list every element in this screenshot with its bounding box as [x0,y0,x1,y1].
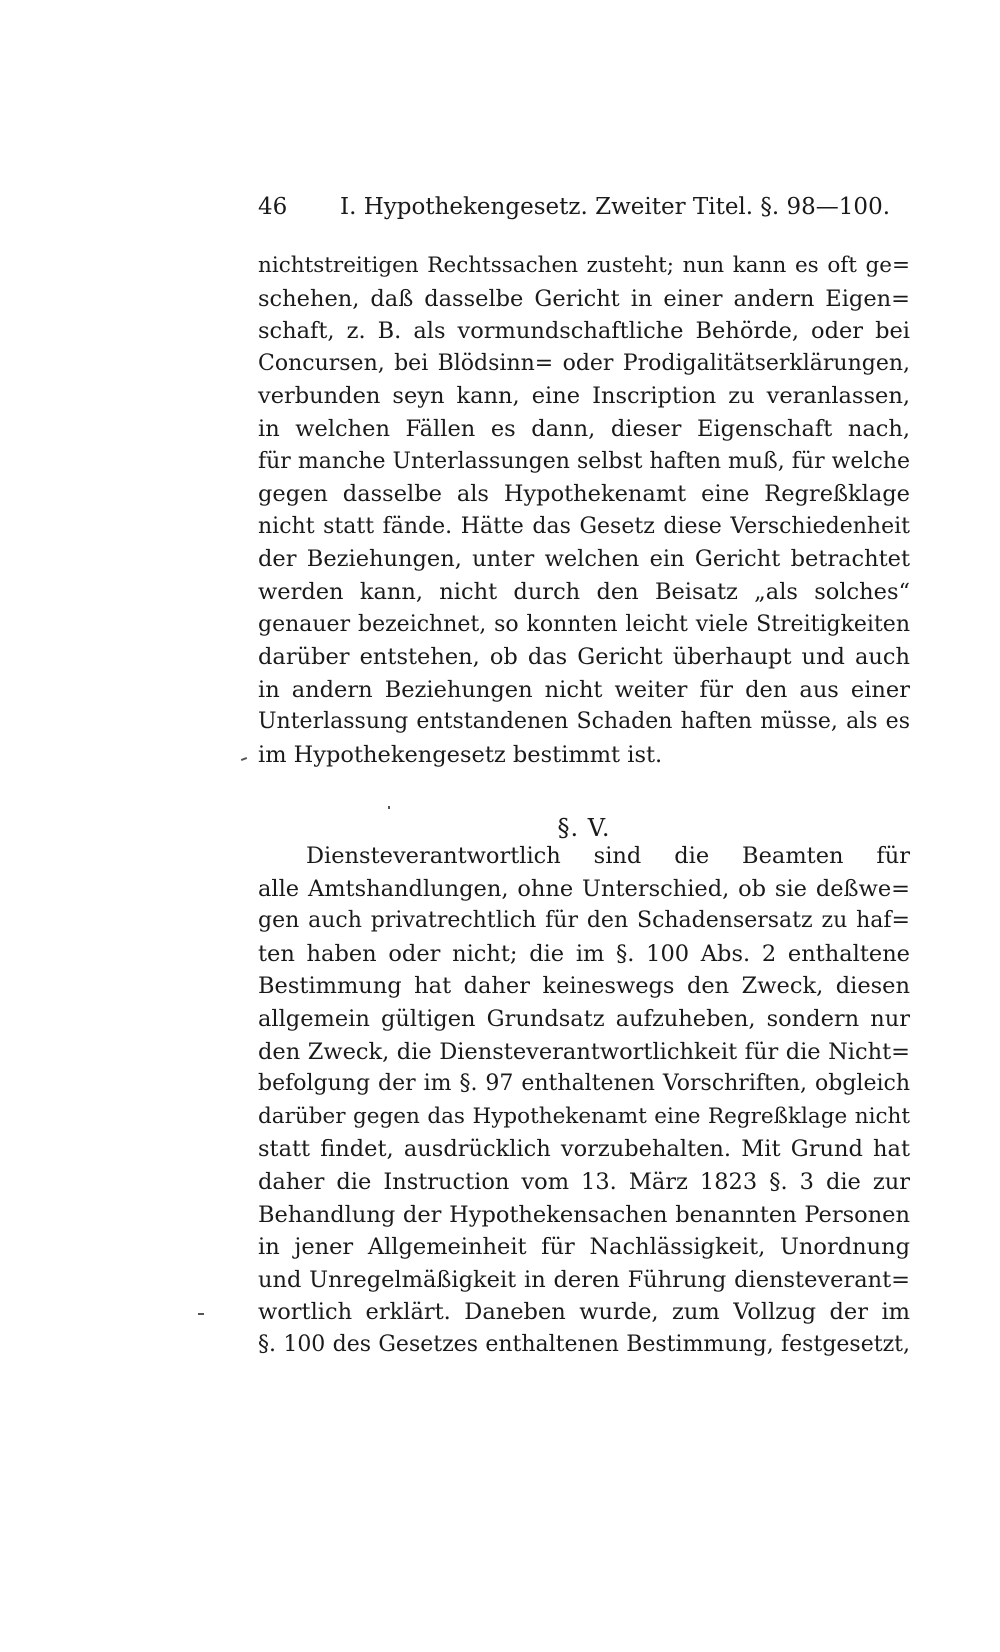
running-head [258,190,891,224]
text-line: in welchen Fällen es dann, dieser Eigenschaft nach, [258,415,910,442]
text-line: verbunden seyn kann, eine Inscription zu veranlassen, [258,383,910,410]
text-line: der Beziehungen, unter welchen ein Gericht betrachtet [258,546,910,573]
text-line: schaft, z. B. als vormundschaftliche Behörde, oder bei [258,318,910,345]
text-line: den Zweck, die Diensteverantwortlichkeit für die Nicht= [258,1038,910,1065]
paragraph-1 [258,250,910,772]
text-line: für manche Unterlassungen selbst haften muß, für welche [258,448,910,474]
text-line: nichtstreitigen Rechtssachen zusteht; nun kann es oft ge= [258,253,910,278]
text-line: im Hypothekengesetz bestimmt ist. [258,741,663,768]
text-line: Diensteverantwortlich sind die Beamten für [306,843,910,869]
text-line: Bestimmung hat daher keineswegs den Zweck, diesen [258,973,910,1000]
paragraph-2 [258,840,910,1362]
page-number: 46 [258,194,288,220]
text-line: werden kann, nicht durch den Beisatz „als solches“ [258,578,910,605]
text-line: Concursen, bei Blödsinn= oder Prodigalitätserklärungen, [258,350,910,376]
text-line: §. 100 des Gesetzes enthaltenen Bestimmung, festgesetzt, [258,1331,910,1357]
text-line: alle Amtshandlungen, ohne Unterschied, ob sie deßwe= [258,875,910,902]
text-line: gegen dasselbe als Hypothekenamt eine Regreßklage [258,481,910,508]
text-line: genauer bezeichnet, so konnten leicht viele Streitigkeiten [258,611,910,637]
section-heading: §. V. [557,814,611,842]
text-line: darüber entstehen, ob das Gericht überhaupt und auch [258,644,910,671]
text-line: Behandlung der Hypothekensachen benannten Personen [258,1201,910,1228]
text-line: schehen, daß dasselbe Gericht in einer andern Eigen= [258,285,910,312]
text-line: Unterlassung entstandenen Schaden haften müsse, als es [258,709,910,735]
text-line: befolgung der im §. 97 enthaltenen Vorschriften, obgleich [258,1071,910,1097]
text-line: darüber gegen das Hypothekenamt eine Regreßklage nicht [258,1103,910,1129]
print-speck [198,1313,204,1315]
text-line: statt findet, ausdrücklich vorzubehalten. Mit Grund hat [258,1136,910,1163]
print-speck [241,757,247,761]
text-line: in andern Beziehungen nicht weiter für den aus einer [258,676,910,703]
text-line: nicht statt fände. Hätte das Gesetz diese Verschiedenheit [258,513,910,539]
print-speck [388,806,390,809]
text-line: allgemein gültigen Grundsatz aufzuheben, sondern nur [258,1005,910,1032]
text-line: wortlich erklärt. Daneben wurde, zum Vollzug der im [258,1299,910,1326]
text-line: ten haben oder nicht; die im §. 100 Abs. 2 enthaltene [258,940,910,967]
running-head-title: I. Hypothekengesetz. Zweiter Titel. §. 98—100. [340,194,891,220]
text-line: gen auch privatrechtlich für den Schadensersatz zu haf= [258,908,910,934]
text-line: in jener Allgemeinheit für Nachlässigkeit, Unordnung [258,1234,910,1261]
text-line: daher die Instruction vom 13. März 1823 §. 3 die zur [258,1168,910,1195]
text-line: und Unregelmäßigkeit in deren Führung diensteverant= [258,1266,910,1293]
